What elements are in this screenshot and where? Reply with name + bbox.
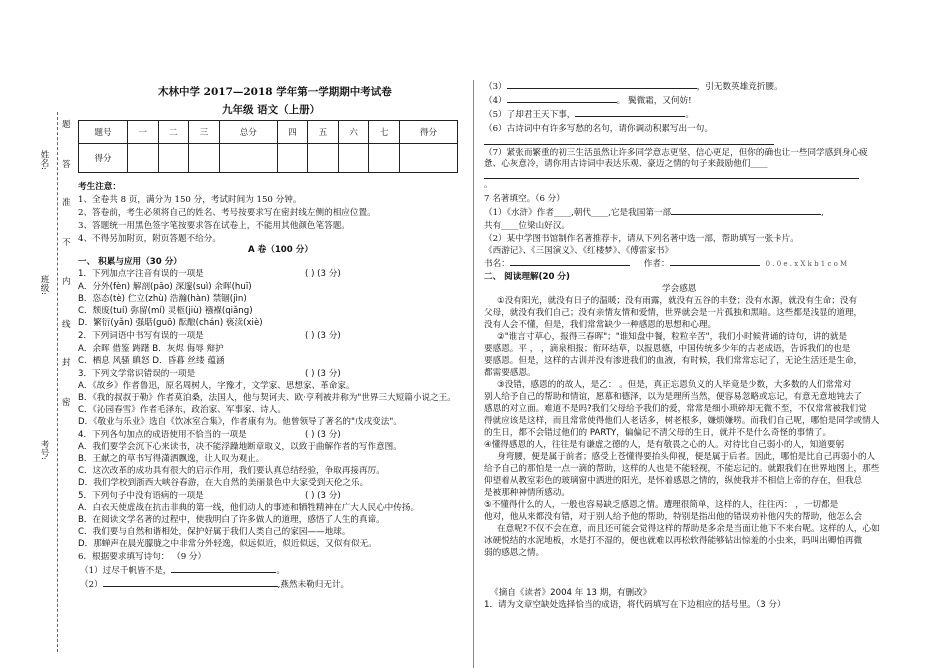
q6-answer-line-2[interactable] <box>484 178 859 179</box>
side-class-label: 班级: <box>39 275 49 295</box>
side-text-3: 准 <box>62 198 71 208</box>
essay-line: 身弯腰，便是属于前者；感受上苍懂得要抬头仰视，便是属于后者。因此，哪怕是比自己再弱小的人 <box>497 452 876 462</box>
part1-heading: 一、 积累与应用（30 分） <box>78 257 182 267</box>
score-cell[interactable] <box>189 144 220 173</box>
q3-option: D．《敬业与乐业》选自《饮冰室合集》，作者康有为。他曾领导了著名的"戊戌变法"。 <box>78 417 402 427</box>
essay-line: ①没有阳光，就没有日子的温暖；没有雨露，就没有五谷的丰登；没有水源，就没有生命；没有 <box>497 296 858 306</box>
q6-stem: 6．根据要求填写诗句： （9 分） <box>78 552 207 562</box>
essay-line: 都需要感恩。 <box>484 368 536 378</box>
notice-item: 2、答卷前，考生必须将自己的姓名、考号按要求写在密封线左侧的相应位置。 <box>78 208 376 218</box>
q4-answer-bracket[interactable]: ( ) (3 分) <box>305 430 341 440</box>
score-cell[interactable] <box>128 144 159 173</box>
side-text-2: 答 <box>62 160 71 170</box>
page-divider <box>473 80 474 668</box>
q7-line-1b: 共有____位梁山好汉。 <box>484 221 570 231</box>
q6-line-7: （7）紧张而繁重的初三生活虽然让许多同学意志更坚、信心更足，但你的确也让一些同学感到身心疲惫、心灰意冷，请你用古诗词中表达乐观、豪迈之情的句子来鼓励他们____ <box>484 148 868 169</box>
essay-line: 的生日，都不会错过他们的 PARTY，偏偏记不清父母的生日，就并不是什么奇怪的事情了。 <box>484 428 832 438</box>
q1-answer-bracket[interactable]: ( ) (3 分) <box>305 269 341 279</box>
score-cell[interactable] <box>369 144 400 173</box>
part2-heading: 二、 阅读理解(20 分) <box>484 272 570 282</box>
essay-line: 在意呢?不仅不会在意，而且还可能会觉得这样的帮助是多余是当面让他下不来台呢。这样的人，心如 <box>497 524 880 534</box>
q5-option: D．那蝉声在晨光朦胧之中非常分外轻逸，似远似近，似近似远，又似有似无。 <box>78 539 377 549</box>
q5-option: C．我们要与自然和谐相处，保护好属于我们人类自己的家园——地球。 <box>78 527 351 537</box>
q3-option: A．《故乡》作者鲁迅，原名周树人，字豫才，文学家、思想家、革命家。 <box>78 381 355 391</box>
score-header-cell: 三 <box>189 121 220 144</box>
q5-answer-bracket[interactable]: ( ) (3 分) <box>305 491 341 501</box>
q7-card-line: 书名： 作者： 0 . 0 e . x X k b 1 c o M <box>484 259 848 269</box>
side-text-5: 内 <box>62 277 71 287</box>
notice-item: 3、答题统一用黑色签字笔按要求答在试卷上，不能用其他颜色笔答题。 <box>78 221 350 231</box>
side-name-label: 姓名: <box>39 150 49 170</box>
score-table-header-row <box>79 121 458 144</box>
q6-blank[interactable] <box>507 88 697 89</box>
q1-option: D．繁衍(yǎn) 强聒(guō) 酝酿(chán) 亵渎(xiè) <box>78 318 263 328</box>
score-table <box>78 120 458 173</box>
score-header-cell: 五 <box>308 121 339 144</box>
essay-line: 仰望着从教室彩色的玻璃窗中洒进的阳光，是怀着感恩之情的，纵使我并不相信上帝的存在，但我总 <box>484 476 863 486</box>
q1-option: C．颓废(tuí) 弥留(mí) 灵柩(jiù) 襁褓(qiǎng) <box>78 306 253 316</box>
q2-option: C．栖息 风骚 瞋怒 D．昏暮 丝缕 蕴涵 <box>78 356 225 366</box>
essay-line: 弱的感恩之情。 <box>484 548 545 558</box>
essay-line: ⑤不懂得什么的人，一般也容易缺乏感恩之情。遭理很简单，这样的人，往往丙： ，一切都是 <box>484 500 839 510</box>
essay-line: 要感恩。平 ， ，滴泉相报；衔环结草，以报恩德，中国传统多少年的古老成语，告诉我们的也是 <box>484 344 851 354</box>
q6-blank[interactable] <box>171 572 276 573</box>
q7-stem: 7 名著填空。（6 分） <box>484 194 565 204</box>
side-id-label: 考号: <box>39 440 49 460</box>
essay-line: 给予自己的那怕是一点一滴的帮助，这样的人也是不能轻视，不能忘记的。就跟我们在世界地图上，那些 <box>484 464 880 474</box>
side-text-1: 题 <box>62 120 71 130</box>
side-text-6: 线 <box>62 320 71 330</box>
score-row-label: 得分 <box>79 144 128 173</box>
score-header-cell: 六 <box>338 121 369 144</box>
q6-line-2: （2） ,燕然未勒归无计。 <box>80 580 350 590</box>
score-cell[interactable] <box>399 144 457 173</box>
q6-line-6: （6）古诗词中有许多写愁的名句，请你调动积累写出一句。 <box>484 124 713 134</box>
essay-line: 得就应该是这样，而且常常使得他们人老话多，树老根多，嫌烦嫌唠。而我们自己呢，哪怕是同学或情人 <box>484 416 880 426</box>
score-cell[interactable] <box>219 144 277 173</box>
section-a-title: A 卷（100 分） <box>248 245 313 255</box>
q4-stem: 4．下列各句加点的成语使用不恰当的一项是 <box>78 430 247 440</box>
exam-title: 木林中学 2017—2018 学年第一学期期中考试卷 <box>158 86 392 98</box>
essay-line: 感恩的对立面。难道不是吗?我们父母给予我们的爱，常常是细小琐碎却无微不至，不仅常常被我们觉 <box>484 404 867 414</box>
side-text-4: 不 <box>62 238 71 248</box>
q7-line-2: （2）某中学图书馆制作名著推荐卡，请从下列名著中选一部，帮助填写一张卡片。 <box>484 234 799 244</box>
notice-item: 4、不得另加附页，附页答题不给分。 <box>78 234 221 244</box>
q6-blank[interactable] <box>507 102 617 103</box>
essay-title: 学会感恩 <box>662 284 697 294</box>
q6-line-1: （1）过尽千帆皆不是， 。 <box>80 566 286 576</box>
reading-q1: 1．请为文章空缺处选择恰当的成语，将代码填写在下边相应的括号里。（3 分） <box>484 600 786 610</box>
q7-book-blank[interactable] <box>510 265 630 266</box>
score-header-cell: 四 <box>277 121 308 144</box>
q2-option: A．余晖 借鉴 踌躇 B．灰烬 侮辱 辩护 <box>78 344 224 354</box>
seal-line-left <box>57 112 58 652</box>
q1-option: B．恣态(tè) 伫立(zhù) 浩瀚(hàn) 禁锢(jìn) <box>78 294 247 304</box>
score-header-cell: 得分 <box>399 121 457 144</box>
q4-option: A．我们要学会沉下心来读书，决不能浮躁地断章取义，以致于曲解作者的写作意图。 <box>78 442 402 452</box>
q7-book-list: 《西游记》、《三国演义》、《红楼梦》、《傅雷家书》 <box>484 246 674 256</box>
q2-answer-bracket[interactable]: ( ) (3 分) <box>305 331 341 341</box>
essay-line: 他对，他从来都没有错，对于别人给予他的帮助，特别是指出他的错误劝补他闪失的帮助，他怎么会 <box>484 512 863 522</box>
q1-option: A．分外(fèn) 解剖(pāo) 深邃(suì) 余晖(huī) <box>78 282 252 292</box>
essay-line: 别人给予自己的帮助和情谊，愿慕和德泽，以为是理所当然，便容易忽略或忘记，有意无意地钝去了 <box>484 392 863 402</box>
essay-line: 没有人会不懂，但是，我们常常缺少一种感恩的思想和心理。 <box>484 320 717 330</box>
q3-stem: 3．下列文学常识错误的一项是 <box>78 369 196 379</box>
score-cell[interactable] <box>158 144 189 173</box>
essay-line: ②"谁言寸草心，报得三春晖"；"谁知盘中餐，粒粒辛苦"，我们小时候背诵的诗句，讲的就是 <box>497 332 848 342</box>
q6-blank[interactable] <box>575 116 685 117</box>
q2-stem: 2．下列词语中书写有误的一项是 <box>78 331 204 341</box>
notice-title: 考生注意： <box>78 182 121 192</box>
q5-option: A．白衣天使虚战在抗击非典的第一线，他们动人的事迹和牺牲精神在广大人民心中传扬。 <box>78 503 420 513</box>
essay-line: ④懂得感恩的人，往往是有谦虚之德的人，是有敬畏之心的人。对待比自己弱小的人，知道要躬 <box>484 440 845 450</box>
q1-stem: 1．下列加点字注音有误的一项是 <box>78 269 204 279</box>
q6-line-8: 。 <box>484 180 493 190</box>
q6-answer-line[interactable] <box>484 144 774 145</box>
q3-option: C．《沁园春雪》作者毛泽东，政治家、军事家、诗人。 <box>78 405 286 415</box>
essay-line: 冰硬悦结的水泥地板，水是打不湿的，便也就难以再松软得能够钻出惊羞的小虫来，吗叫出卿怕再微 <box>484 536 863 546</box>
score-header-cell: 二 <box>158 121 189 144</box>
q3-answer-bracket[interactable]: ( ) (3 分) <box>305 369 341 379</box>
score-header-cell: 题号 <box>79 121 128 144</box>
score-header-cell: 七 <box>369 121 400 144</box>
q5-stem: 5．下列句子中没有语病的一项是 <box>78 491 204 501</box>
score-cell[interactable] <box>277 144 308 173</box>
q6-line-4: （4） 。 鬓微霜，又何妨! <box>484 96 692 106</box>
q6-line-3: （3） ，引无数英雄竞折腰。 <box>484 82 783 92</box>
score-cell[interactable] <box>338 144 369 173</box>
q4-option: C．这次改革的成功具有很大的启示作用，我们要认真总结经验，争取再接再厉。 <box>78 466 385 476</box>
score-table-row <box>79 144 458 173</box>
score-header-cell: 总分 <box>219 121 277 144</box>
q6-blank[interactable] <box>103 586 278 587</box>
exam-subtitle: 九年级 语文（上册） <box>222 104 321 116</box>
score-cell[interactable] <box>308 144 339 173</box>
notice-item: 1、全卷共 8 页，满分为 150 分，考试时间为 150 分钟。 <box>78 195 302 205</box>
q5-option: B．在阅读文学名著的过程中，使我明白了许多做人的道理，感悟了人生的真谛。 <box>78 515 385 525</box>
q7-blank[interactable] <box>671 214 821 215</box>
q7-line-1: （1）《水浒》作者____,朝代____,它是我国第一部 , <box>484 208 824 218</box>
side-text-8: 密 <box>62 398 71 408</box>
q3-option: B．《我的叔叔于勒》作者莫泊桑，法国人，他与契诃夫、欧·亨利被并称为"世界三大短篇小说之王。 <box>78 393 456 403</box>
score-header-cell: 一 <box>128 121 159 144</box>
q6-line-5: （5）了却君王天下事， 。 <box>484 110 695 120</box>
q4-option: D．我们学校到浙西大峡谷春游，在大自然的美丽景色中大家受到天伦之乐。 <box>78 478 369 488</box>
essay-line: 要感恩。但是，这样的古训并没有渗进我们的血液，有时候，我们常常忘记了，无论生活还是生命， <box>484 356 863 366</box>
essay-line: ③没错，感恩的的故人，是乙： 。但是，真正忘恩负义的人毕竟是少数，大多数的人们常常对 <box>497 380 852 390</box>
essay-line: 父母，就没有我们自己；没有亲情友情和爱情，世界就会是一片孤独和黑暗。这些都是浅显的道理， <box>484 308 863 318</box>
essay-source: 《摘自《读者》2004 年 13 期，有删改》 <box>490 588 652 598</box>
q7-author-blank[interactable] <box>670 265 760 266</box>
essay-line: 是被那种神情所感动。 <box>484 488 570 498</box>
side-text-7: 封 <box>62 358 71 368</box>
q4-option: B．王献之的草书写得潇洒飘逸，让人叹为观止。 <box>78 454 265 464</box>
